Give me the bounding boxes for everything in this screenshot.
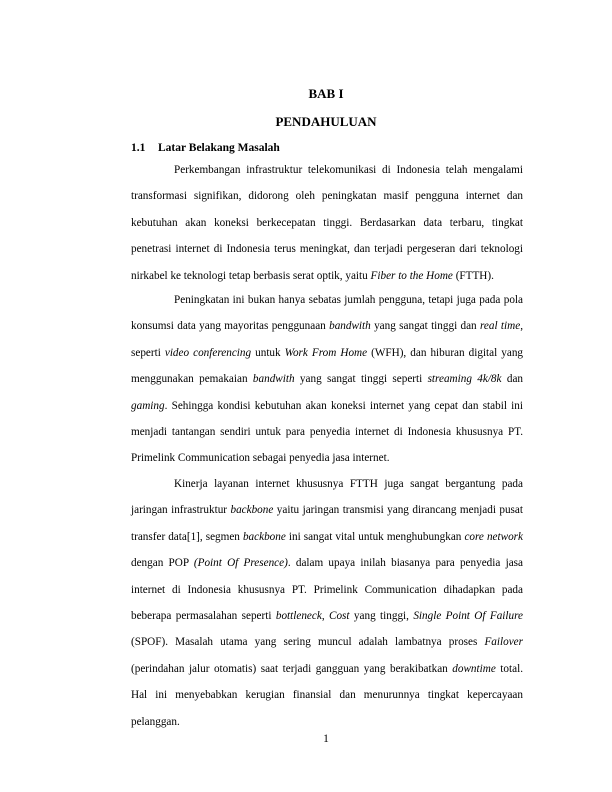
italic-term: real time: [479, 320, 521, 333]
page-number: 1: [323, 733, 329, 745]
text-run: (WFH), dan hiburan digital yang menggunakan pemakaian: [131, 346, 524, 386]
text-run: untuk: [251, 346, 285, 359]
text-run: (FTTH).: [452, 269, 494, 282]
text-run: ini sangat vital untuk menghubungkan: [285, 530, 465, 543]
text-run: dan: [501, 373, 524, 386]
text-run: yang sangat tinggi dan: [370, 320, 480, 333]
section-heading: [131, 142, 280, 154]
italic-term: Failover: [484, 636, 523, 649]
italic-term: core network: [464, 530, 523, 543]
italic-term: bandwith: [329, 320, 371, 333]
section-title: Latar Belakang Masalah: [158, 142, 280, 154]
text-run: total. Hal ini menyebabkan kerugian finansial dan menurunnya tingkat kepercayaan pelanggan.: [131, 662, 523, 728]
italic-term: video conferencing: [164, 346, 252, 359]
italic-term: Single Point Of Failure: [413, 610, 524, 623]
text-run: dengan POP: [131, 557, 194, 570]
italic-term: streaming 4k/8k: [427, 373, 502, 386]
text-run: Perkembangan infrastruktur telekomunikasi di Indonesia telah mengalami transformasi signifikan, didorong oleh peningkatan masif pengguna internet dan kebutuhan akan koneksi berkecepatan tinggi. Berdasarkan data terbaru, tingkat penetrasi internet di Indonesia terus meningkat, dan terjadi pergeseran dari teknologi nirkabel ke teknologi tetap berbasis serat optik, yaitu: [131, 164, 523, 282]
chapter-heading: BAB I: [308, 86, 344, 101]
text-run: (SPOF). Masalah utama yang sering muncul adalah lambatnya proses: [131, 636, 485, 649]
paragraph-3: [131, 471, 523, 735]
italic-term: Fiber to the Home: [370, 269, 453, 282]
italic-term: Cost: [329, 610, 350, 623]
italic-term: bandwith: [252, 373, 295, 386]
section-number: 1.1: [131, 142, 146, 154]
italic-term: gaming: [131, 399, 165, 412]
paragraph-2: [131, 287, 523, 472]
text-run: yang tinggi,: [349, 610, 414, 623]
italic-term: Work From Home: [284, 346, 368, 359]
italic-term: backbone: [230, 504, 274, 517]
text-run: yang sangat tinggi seperti: [294, 373, 428, 386]
text-run: Peningkatan ini bukan hanya sebatas jumlah pengguna, tetapi juga pada pola konsumsi data yang mayoritas penggunaan: [131, 294, 523, 333]
italic-term: downtime: [452, 662, 496, 675]
italic-term: (Point Of Presence): [193, 557, 288, 570]
chapter-title: PENDAHULUAN: [275, 114, 377, 129]
text-run: (perindahan jalur otomatis) saat terjadi gangguan yang berakibatkan: [131, 662, 453, 675]
text-run: . Sehingga kondisi kebutuhan akan koneksi internet yang cepat dan stabil ini menjadi tantangan sendiri untuk para penyedia internet di Indonesia khususnya PT. Primelink Communication sebagai penyedia jasa internet.: [131, 399, 523, 465]
text-run: Kinerja layanan internet khususnya FTTH juga sangat bergantung pada jaringan infrastruktur: [131, 478, 523, 517]
italic-term: bottleneck: [275, 610, 322, 623]
text-run: , seperti: [131, 320, 523, 359]
text-run: yaitu jaringan transmisi yang dirancang menjadi pusat transfer data[1], segmen: [131, 504, 523, 543]
text-run: . dalam upaya inilah biasanya para penyedia jasa internet di Indonesia khususnya PT. Primelink Communication dihadapkan pada beberapa permasalahan seperti: [131, 557, 523, 623]
italic-term: backbone: [242, 530, 286, 543]
paragraph-1: [131, 157, 523, 289]
text-run: ,: [321, 610, 329, 623]
